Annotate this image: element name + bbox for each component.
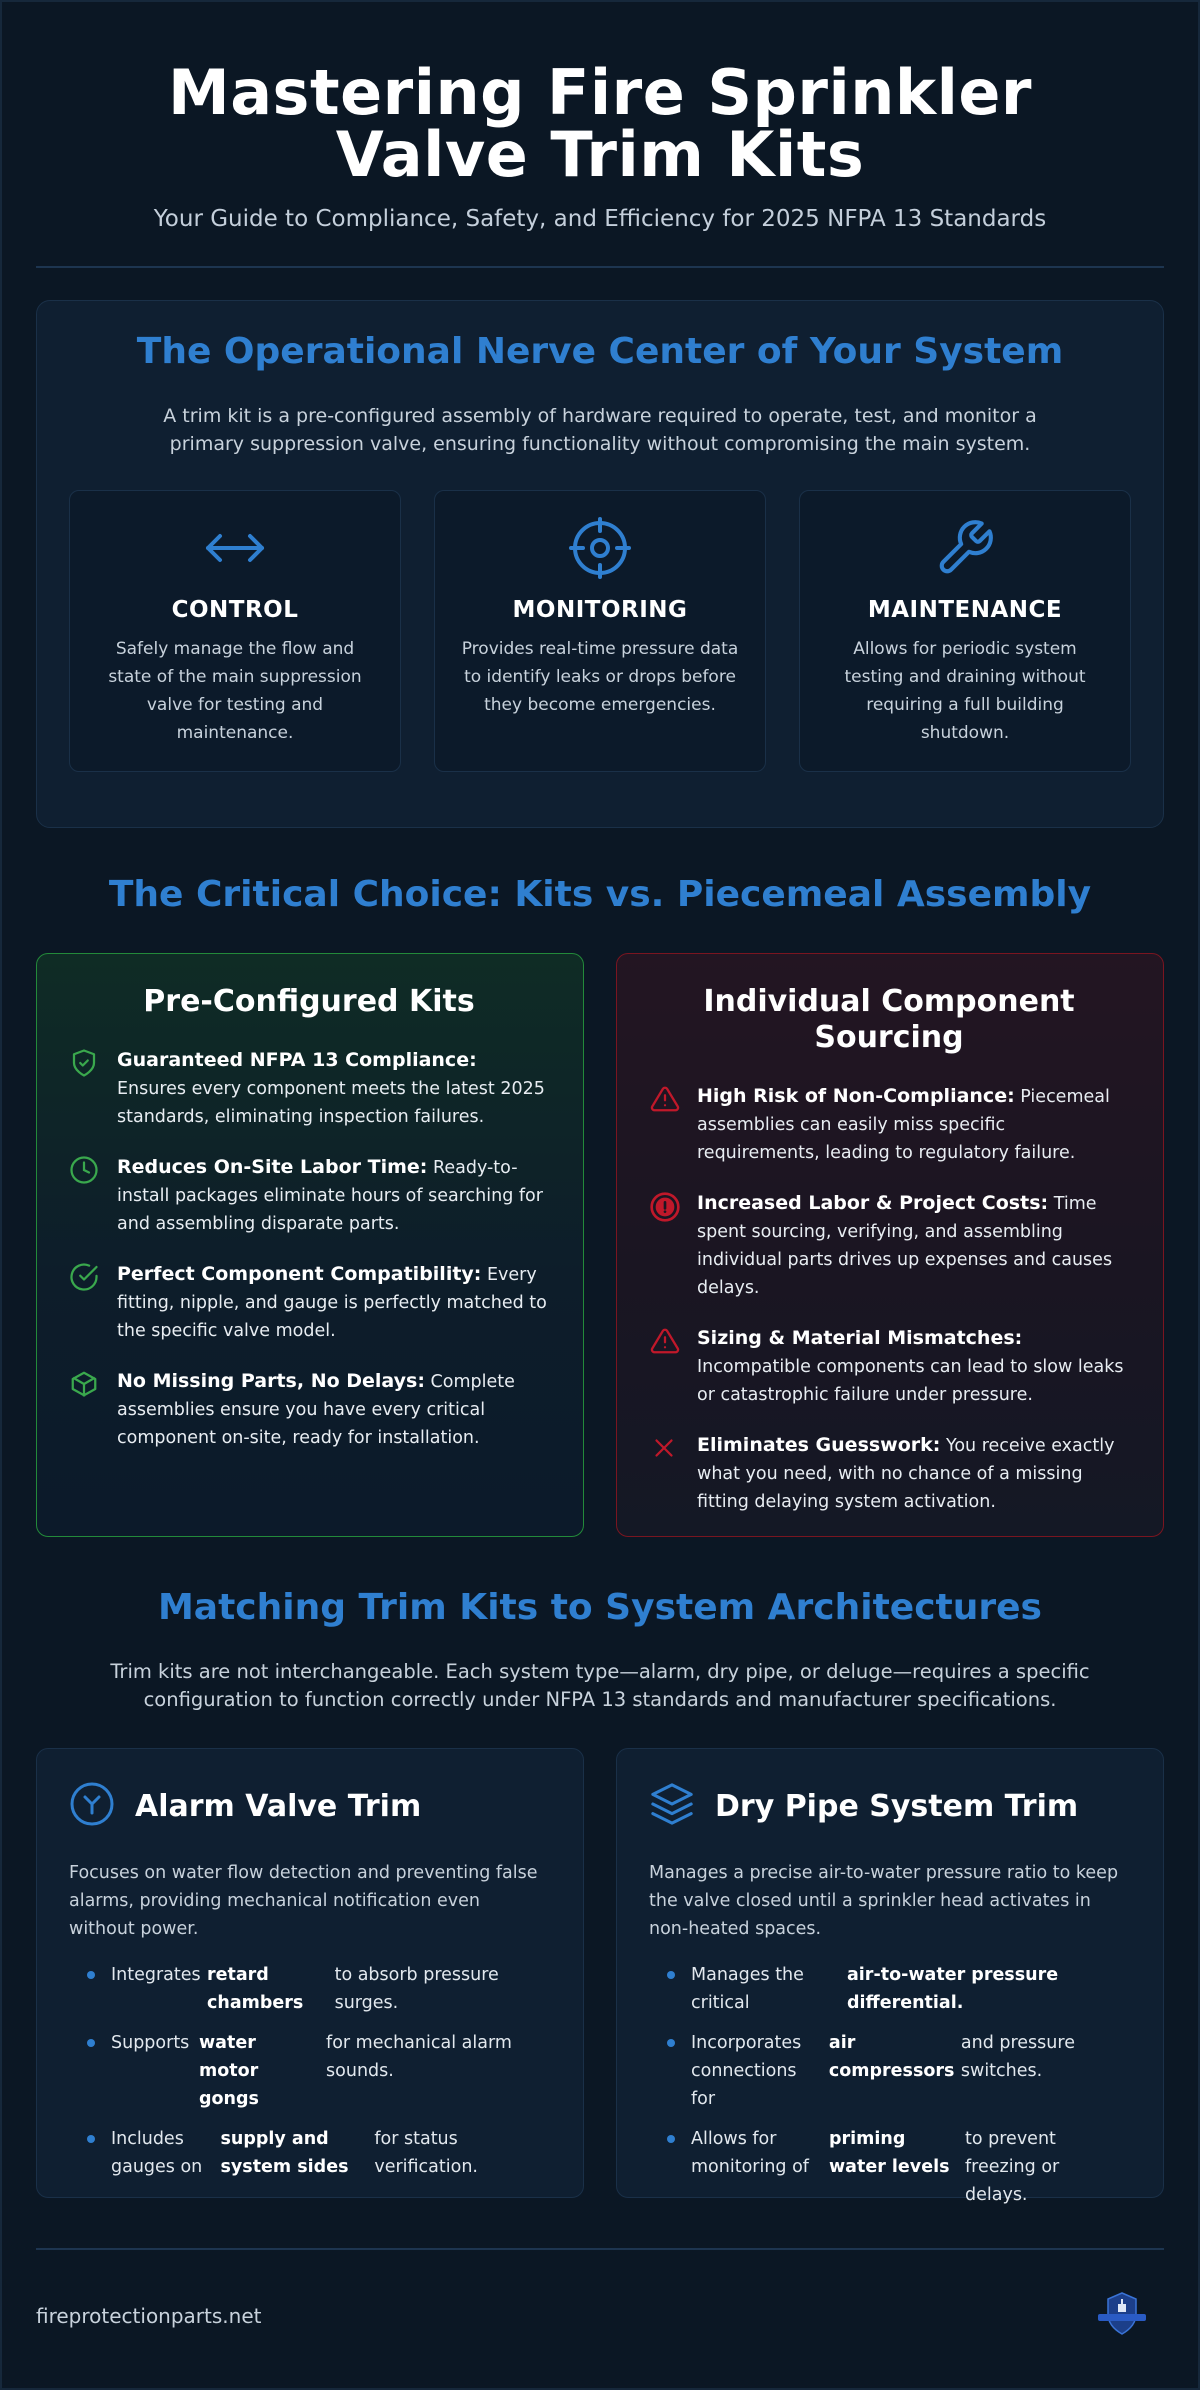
- list-item: [69, 1367, 549, 1452]
- item-label: Increased Labor & Project Costs:: [697, 1192, 1049, 1214]
- page-subtitle: Your Guide to Compliance, Safety, and Efficiency for 2025 NFPA 13 Standards: [153, 206, 1047, 232]
- list-item: Supports water motor gongs for mechanical alarm sounds.: [87, 2029, 551, 2113]
- clock-icon: [69, 1153, 117, 1238]
- warning-triangle-icon: [649, 1082, 697, 1167]
- hero-header: [36, 0, 1164, 232]
- footer: [36, 2290, 1164, 2342]
- shield-check-icon: [69, 1046, 117, 1131]
- alarm-valve-desc: Focuses on water flow detection and preventing false alarms, providing mechanical notification even without power.: [69, 1863, 538, 1939]
- maintenance-card: [799, 490, 1131, 772]
- list-item: [649, 1324, 1129, 1409]
- item-text: Time spent sourcing, verifying, and assembling individual parts drives up expenses and causes delays.: [697, 1194, 1113, 1298]
- alert-circle-icon: [649, 1189, 697, 1302]
- list-item: Includes gauges on supply and system sides for status verification.: [87, 2125, 551, 2181]
- nerve-center-section: [36, 300, 1164, 828]
- function-cards: [69, 490, 1131, 772]
- list-item: [649, 1189, 1129, 1302]
- kits-title: Pre-Configured Kits: [143, 984, 475, 1019]
- list-item: [649, 1082, 1129, 1167]
- item-text: Complete assemblies ensure you have every critical component on-site, ready for installation.: [117, 1372, 515, 1448]
- control-card-text: Safely manage the flow and state of the main suppression valve for testing and maintenance.: [108, 639, 362, 743]
- item-label: Eliminates Guesswork:: [697, 1434, 941, 1456]
- control-card: [69, 490, 401, 772]
- monitoring-card: [434, 490, 766, 772]
- item-label: Reduces On-Site Labor Time:: [117, 1156, 428, 1178]
- alarm-valve-title: Alarm Valve Trim: [135, 1788, 422, 1824]
- page-title: Mastering Fire Sprinkler Valve Trim Kits: [168, 56, 1032, 191]
- site-url[interactable]: fireprotectionparts.net: [36, 2304, 262, 2328]
- architectures-intro: Trim kits are not interchangeable. Each system type—alarm, dry pipe, or deluge—requires a specific configuration to function correctly under NFPA 13 standards and manufacturer specifications.: [110, 1660, 1090, 1711]
- item-label: Guaranteed NFPA 13 Compliance:: [117, 1049, 477, 1071]
- shield-logo-icon: [1092, 2290, 1152, 2342]
- architectures-title: Matching Trim Kits to System Architectures: [157, 1587, 1042, 1628]
- item-text: Piecemeal assemblies can easily miss specific requirements, leading to regulatory failure.: [697, 1087, 1110, 1163]
- piecemeal-title: Individual Component Sourcing: [703, 984, 1075, 1055]
- list-item: Allows for monitoring of priming water levels to prevent freezing or delays.: [667, 2125, 1131, 2209]
- list-item: Manages the critical air-to-water pressure differential.: [667, 1961, 1131, 2017]
- dry-pipe-card: [616, 1748, 1164, 2205]
- item-text: Incompatible components can lead to slow leaks or catastrophic failure under pressure.: [697, 1357, 1124, 1405]
- monitoring-card-title: MONITORING: [512, 597, 688, 623]
- item-label: Sizing & Material Mismatches:: [697, 1327, 1023, 1349]
- list-item: [69, 1046, 549, 1131]
- maintenance-card-text: Allows for periodic system testing and draining without requiring a full building shutdown.: [844, 639, 1086, 743]
- warning-triangle-icon: [649, 1324, 697, 1409]
- list-item: [69, 1153, 549, 1238]
- kits-card: [36, 953, 584, 1537]
- item-label: High Risk of Non-Compliance:: [697, 1085, 1015, 1107]
- comparison-title: The Critical Choice: Kits vs. Piecemeal Assembly: [108, 874, 1092, 915]
- item-label: No Missing Parts, No Delays:: [117, 1370, 425, 1392]
- wrench-icon: [800, 517, 1130, 579]
- control-card-title: CONTROL: [171, 597, 299, 623]
- item-text: Every fitting, nipple, and gauge is perfectly matched to the specific valve model.: [117, 1265, 547, 1341]
- nerve-center-intro: A trim kit is a pre-configured assembly of hardware required to operate, test, and monitor a primary suppression valve, ensuring functionality without compromising the main system.: [163, 405, 1037, 455]
- alarm-valve-card: [36, 1748, 584, 2198]
- item-text: You receive exactly what you need, with no chance of a missing fitting delaying system activation.: [697, 1436, 1115, 1512]
- list-item: Integrates retard chambers to absorb pressure surges.: [87, 1961, 551, 2017]
- monitoring-card-text: Provides real-time pressure data to identify leaks or drops before they become emergencies.: [461, 639, 739, 715]
- divider: [36, 2248, 1164, 2250]
- dry-pipe-desc: Manages a precise air-to-water pressure ratio to keep the valve closed until a sprinkler head activates in non-heated spaces.: [649, 1863, 1119, 1939]
- valve-circle-icon: [69, 1781, 115, 1831]
- layers-icon: [649, 1781, 695, 1831]
- x-icon: [649, 1431, 697, 1516]
- item-label: Perfect Component Compatibility:: [117, 1263, 482, 1285]
- item-text: Ready-to-install packages eliminate hours of searching for and assembling disparate parts.: [117, 1158, 543, 1234]
- dry-pipe-title: Dry Pipe System Trim: [715, 1788, 1079, 1824]
- architecture-cards: [36, 1748, 1164, 2205]
- item-text: Ensures every component meets the latest 2025 standards, eliminating inspection failures.: [117, 1079, 545, 1127]
- divider: [36, 266, 1164, 268]
- nerve-center-title: The Operational Nerve Center of Your System: [136, 331, 1064, 372]
- maintenance-card-title: MAINTENANCE: [867, 597, 1063, 623]
- piecemeal-card: [616, 953, 1164, 1537]
- box-icon: [69, 1367, 117, 1452]
- list-item: [649, 1431, 1129, 1516]
- double-arrow-icon: [70, 517, 400, 579]
- check-circle-icon: [69, 1260, 117, 1345]
- crosshair-icon: [435, 517, 765, 579]
- comparison-cards: [36, 953, 1164, 1537]
- list-item: Incorporates connections for air compressors and pressure switches.: [667, 2029, 1131, 2113]
- list-item: [69, 1260, 549, 1345]
